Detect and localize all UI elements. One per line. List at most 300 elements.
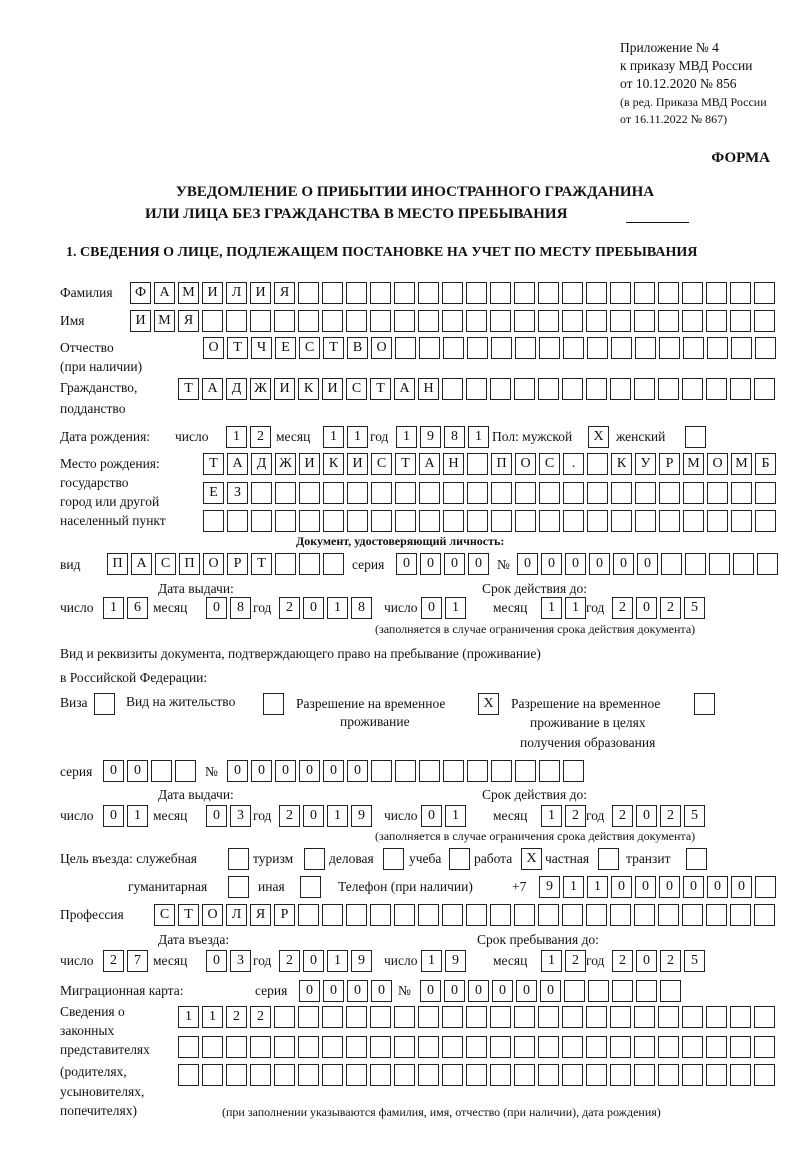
representatives-line-3-cell[interactable] [730,1064,751,1086]
representatives-line-1-cell[interactable]: 2 [250,1006,271,1028]
year-cell[interactable]: 8 [351,597,372,619]
stay-doc-number-cell[interactable] [443,760,464,782]
representatives-line-1-cell[interactable] [562,1006,583,1028]
citizenship-cell[interactable]: Д [226,378,247,400]
citizenship-cell[interactable] [682,378,703,400]
name-cell[interactable] [706,310,727,332]
name-cell[interactable] [730,310,751,332]
name-cell[interactable] [226,310,247,332]
representatives-line-1-cell[interactable]: 1 [178,1006,199,1028]
year-cell[interactable]: 0 [636,950,657,972]
representatives-line-3-cell[interactable] [538,1064,559,1086]
surname-cell[interactable]: И [202,282,223,304]
stay-doc-number-cell[interactable] [491,760,512,782]
citizenship-cell[interactable]: Т [178,378,199,400]
surname-cell[interactable] [466,282,487,304]
stay-doc-number-cell[interactable]: 0 [323,760,344,782]
doc-kind-cell[interactable]: О [203,553,224,575]
patronymic-cell[interactable] [683,337,704,359]
representatives-line-2-cell[interactable] [178,1036,199,1058]
day-cell[interactable]: 0 [421,597,442,619]
birthplace-line-2-cell[interactable] [419,482,440,504]
month-cell[interactable]: 1 [541,950,562,972]
representatives-line-1-cell[interactable] [538,1006,559,1028]
birthplace-line-3-cell[interactable] [323,510,344,532]
profession-cell[interactable] [634,904,655,926]
day-cell[interactable]: 1 [127,805,148,827]
doc-kind-cell[interactable]: А [131,553,152,575]
name-cell[interactable] [610,310,631,332]
patronymic-cell[interactable] [587,337,608,359]
representatives-line-2-cell[interactable] [274,1036,295,1058]
birthplace-line-1-cell[interactable]: Д [251,453,272,475]
birthplace-line-1-cell[interactable]: Т [203,453,224,475]
phone-cell[interactable]: 0 [683,876,704,898]
day-cell[interactable]: 1 [103,597,124,619]
surname-cell[interactable] [586,282,607,304]
birthplace-line-3-cell[interactable] [587,510,608,532]
purpose-work-checkbox-cell[interactable]: X [521,848,542,870]
patronymic-cell[interactable] [755,337,776,359]
citizenship-cell[interactable]: К [298,378,319,400]
purpose-other-checkbox-cell[interactable] [300,876,321,898]
surname-cell[interactable] [514,282,535,304]
doc-kind-cell[interactable] [323,553,344,575]
surname-cell[interactable]: М [178,282,199,304]
birthplace-line-1-cell[interactable]: О [707,453,728,475]
surname-cell[interactable] [490,282,511,304]
stay-doc-number-cell[interactable]: 0 [227,760,248,782]
name-cell[interactable] [346,310,367,332]
profession-cell[interactable]: Л [226,904,247,926]
birthplace-line-2-cell[interactable] [755,482,776,504]
citizenship-cell[interactable] [442,378,463,400]
birthplace-line-2-cell[interactable] [515,482,536,504]
surname-cell[interactable]: Я [274,282,295,304]
birthplace-line-2-cell[interactable] [299,482,320,504]
birthplace-line-1-cell[interactable]: К [323,453,344,475]
day-cell[interactable]: 1 [445,805,466,827]
birthplace-line-3-cell[interactable] [347,510,368,532]
birthplace-line-1-cell[interactable]: А [419,453,440,475]
representatives-line-2-cell[interactable] [562,1036,583,1058]
representatives-line-2-cell[interactable] [658,1036,679,1058]
birthplace-line-1-cell[interactable]: Б [755,453,776,475]
representatives-line-1-cell[interactable] [298,1006,319,1028]
year-cell[interactable]: 2 [279,950,300,972]
birth-month-cell[interactable]: 1 [347,426,368,448]
birthplace-line-1-cell[interactable]: Р [659,453,680,475]
phone-cell[interactable]: 0 [659,876,680,898]
representatives-line-1-cell[interactable]: 2 [226,1006,247,1028]
profession-cell[interactable] [322,904,343,926]
birthplace-line-1-cell[interactable] [587,453,608,475]
name-cell[interactable] [370,310,391,332]
citizenship-cell[interactable]: И [274,378,295,400]
citizenship-cell[interactable]: А [202,378,223,400]
birthplace-line-1-cell[interactable]: С [539,453,560,475]
birthplace-line-2-cell[interactable] [683,482,704,504]
birth-day-cell[interactable]: 1 [226,426,247,448]
profession-cell[interactable] [586,904,607,926]
profession-cell[interactable]: С [154,904,175,926]
year-cell[interactable]: 2 [279,597,300,619]
purpose-transit-checkbox-cell[interactable] [686,848,707,870]
representatives-line-1-cell[interactable] [706,1006,727,1028]
representatives-line-2-cell[interactable] [466,1036,487,1058]
name-cell[interactable]: Я [178,310,199,332]
stay-doc-number-cell[interactable] [467,760,488,782]
migration-series-cell[interactable]: 0 [299,980,320,1002]
surname-cell[interactable] [346,282,367,304]
patronymic-cell[interactable] [635,337,656,359]
migration-number-cell[interactable]: 0 [492,980,513,1002]
birthplace-line-2-cell[interactable] [587,482,608,504]
citizenship-cell[interactable] [466,378,487,400]
surname-cell[interactable] [682,282,703,304]
purpose-study-checkbox-cell[interactable] [449,848,470,870]
name-cell[interactable] [322,310,343,332]
representatives-line-1-cell[interactable] [418,1006,439,1028]
name-cell[interactable] [298,310,319,332]
representatives-line-3-cell[interactable] [298,1064,319,1086]
year-cell[interactable]: 2 [612,597,633,619]
birth-year-cell[interactable]: 8 [444,426,465,448]
profession-cell[interactable] [658,904,679,926]
patronymic-cell[interactable]: Т [227,337,248,359]
birthplace-line-3-cell[interactable] [491,510,512,532]
migration-number-cell[interactable] [636,980,657,1002]
citizenship-cell[interactable] [730,378,751,400]
representatives-line-3-cell[interactable] [466,1064,487,1086]
stay-doc-number-cell[interactable]: 0 [251,760,272,782]
patronymic-cell[interactable] [539,337,560,359]
year-cell[interactable]: 2 [612,805,633,827]
phone-cell[interactable]: 0 [707,876,728,898]
residence-permit-checkbox-cell[interactable] [263,693,284,715]
day-cell[interactable]: 6 [127,597,148,619]
doc-number-cell[interactable]: 0 [589,553,610,575]
birthplace-line-3-cell[interactable] [443,510,464,532]
surname-cell[interactable] [730,282,751,304]
representatives-line-3-cell[interactable] [658,1064,679,1086]
month-cell[interactable]: 0 [206,805,227,827]
temp-residence-checkbox-cell[interactable]: X [478,693,499,715]
migration-number-cell[interactable] [612,980,633,1002]
year-cell[interactable]: 5 [684,805,705,827]
representatives-line-3-cell[interactable] [418,1064,439,1086]
stay-doc-series-cell[interactable]: 0 [127,760,148,782]
representatives-line-3-cell[interactable] [754,1064,775,1086]
migration-number-cell[interactable] [588,980,609,1002]
representatives-line-2-cell[interactable] [322,1036,343,1058]
migration-number-cell[interactable]: 0 [516,980,537,1002]
name-cell[interactable] [538,310,559,332]
month-cell[interactable]: 3 [230,805,251,827]
birthplace-line-2-cell[interactable] [611,482,632,504]
year-cell[interactable]: 2 [660,597,681,619]
birth-year-cell[interactable]: 1 [468,426,489,448]
birthplace-line-1-cell[interactable] [467,453,488,475]
doc-number-cell[interactable]: 0 [613,553,634,575]
representatives-line-1-cell[interactable] [610,1006,631,1028]
representatives-line-2-cell[interactable] [754,1036,775,1058]
birthplace-line-1-cell[interactable]: О [515,453,536,475]
representatives-line-1-cell[interactable] [514,1006,535,1028]
year-cell[interactable]: 2 [660,805,681,827]
birthplace-line-2-cell[interactable] [467,482,488,504]
representatives-line-3-cell[interactable] [250,1064,271,1086]
surname-cell[interactable] [442,282,463,304]
profession-cell[interactable] [370,904,391,926]
citizenship-cell[interactable] [706,378,727,400]
purpose-humanitarian-checkbox-cell[interactable] [228,876,249,898]
visa-checkbox-cell[interactable] [94,693,115,715]
month-cell[interactable]: 8 [230,597,251,619]
year-cell[interactable]: 2 [612,950,633,972]
representatives-line-3-cell[interactable] [562,1064,583,1086]
citizenship-cell[interactable]: Т [370,378,391,400]
day-cell[interactable]: 2 [103,950,124,972]
patronymic-cell[interactable]: Ч [251,337,272,359]
phone-cell[interactable]: 0 [635,876,656,898]
migration-number-cell[interactable] [660,980,681,1002]
birthplace-line-3-cell[interactable] [731,510,752,532]
phone-cell[interactable]: 0 [731,876,752,898]
surname-cell[interactable] [538,282,559,304]
citizenship-cell[interactable] [658,378,679,400]
birthplace-line-2-cell[interactable] [635,482,656,504]
doc-kind-cell[interactable] [299,553,320,575]
stay-doc-number-cell[interactable] [539,760,560,782]
birthplace-line-2-cell[interactable] [371,482,392,504]
profession-cell[interactable] [514,904,535,926]
patronymic-cell[interactable] [731,337,752,359]
profession-cell[interactable] [346,904,367,926]
name-cell[interactable] [658,310,679,332]
doc-series-cell[interactable]: 0 [396,553,417,575]
name-cell[interactable] [466,310,487,332]
name-cell[interactable] [586,310,607,332]
doc-number-cell[interactable] [757,553,778,575]
profession-cell[interactable] [610,904,631,926]
representatives-line-1-cell[interactable] [658,1006,679,1028]
representatives-line-2-cell[interactable] [634,1036,655,1058]
surname-cell[interactable]: А [154,282,175,304]
representatives-line-1-cell[interactable] [274,1006,295,1028]
migration-number-cell[interactable]: 0 [540,980,561,1002]
day-cell[interactable]: 0 [103,805,124,827]
representatives-line-1-cell[interactable] [394,1006,415,1028]
stay-doc-number-cell[interactable] [563,760,584,782]
birthplace-line-3-cell[interactable] [563,510,584,532]
birthplace-line-3-cell[interactable] [611,510,632,532]
year-cell[interactable]: 0 [303,597,324,619]
birthplace-line-2-cell[interactable] [563,482,584,504]
representatives-line-1-cell[interactable] [682,1006,703,1028]
name-cell[interactable] [202,310,223,332]
stay-doc-number-cell[interactable]: 0 [347,760,368,782]
name-cell[interactable] [418,310,439,332]
representatives-line-1-cell[interactable] [754,1006,775,1028]
profession-cell[interactable] [298,904,319,926]
surname-cell[interactable] [418,282,439,304]
representatives-line-3-cell[interactable] [682,1064,703,1086]
surname-cell[interactable] [562,282,583,304]
birthplace-line-3-cell[interactable] [635,510,656,532]
year-cell[interactable]: 2 [279,805,300,827]
patronymic-cell[interactable]: С [299,337,320,359]
profession-cell[interactable] [682,904,703,926]
doc-kind-cell[interactable]: П [107,553,128,575]
name-cell[interactable] [490,310,511,332]
birthplace-line-1-cell[interactable]: А [227,453,248,475]
year-cell[interactable]: 1 [327,597,348,619]
name-cell[interactable] [754,310,775,332]
representatives-line-2-cell[interactable] [586,1036,607,1058]
name-cell[interactable] [250,310,271,332]
birthplace-line-2-cell[interactable] [539,482,560,504]
birthplace-line-2-cell[interactable] [347,482,368,504]
year-cell[interactable]: 0 [636,805,657,827]
citizenship-cell[interactable] [610,378,631,400]
stay-doc-number-cell[interactable] [515,760,536,782]
representatives-line-2-cell[interactable] [442,1036,463,1058]
representatives-line-2-cell[interactable] [730,1036,751,1058]
representatives-line-1-cell[interactable] [322,1006,343,1028]
representatives-line-2-cell[interactable] [394,1036,415,1058]
name-cell[interactable] [682,310,703,332]
representatives-line-2-cell[interactable] [682,1036,703,1058]
doc-number-cell[interactable]: 0 [517,553,538,575]
birthplace-line-3-cell[interactable] [395,510,416,532]
surname-cell[interactable] [634,282,655,304]
surname-cell[interactable] [370,282,391,304]
birthplace-line-3-cell[interactable] [539,510,560,532]
patronymic-cell[interactable] [515,337,536,359]
patronymic-cell[interactable] [443,337,464,359]
birthplace-line-1-cell[interactable]: М [731,453,752,475]
birthplace-line-3-cell[interactable] [419,510,440,532]
phone-cell[interactable]: 0 [611,876,632,898]
birthplace-line-2-cell[interactable] [443,482,464,504]
day-cell[interactable]: 7 [127,950,148,972]
patronymic-cell[interactable]: О [203,337,224,359]
representatives-line-2-cell[interactable] [490,1036,511,1058]
migration-number-cell[interactable]: 0 [420,980,441,1002]
stay-doc-number-cell[interactable]: 0 [275,760,296,782]
profession-cell[interactable] [562,904,583,926]
doc-number-cell[interactable] [709,553,730,575]
representatives-line-1-cell[interactable] [586,1006,607,1028]
patronymic-cell[interactable] [563,337,584,359]
profession-cell[interactable]: О [202,904,223,926]
birthplace-line-1-cell[interactable]: У [635,453,656,475]
patronymic-cell[interactable] [467,337,488,359]
birthplace-line-2-cell[interactable] [395,482,416,504]
year-cell[interactable]: 1 [327,950,348,972]
representatives-line-3-cell[interactable] [706,1064,727,1086]
patronymic-cell[interactable]: О [371,337,392,359]
phone-cell[interactable]: 9 [539,876,560,898]
birthplace-line-1-cell[interactable]: И [299,453,320,475]
representatives-line-1-cell[interactable] [346,1006,367,1028]
birthplace-line-3-cell[interactable] [299,510,320,532]
doc-series-cell[interactable]: 0 [420,553,441,575]
doc-kind-cell[interactable]: П [179,553,200,575]
surname-cell[interactable] [610,282,631,304]
phone-cell[interactable]: 1 [563,876,584,898]
year-cell[interactable]: 9 [351,950,372,972]
birthplace-line-1-cell[interactable]: С [371,453,392,475]
profession-cell[interactable] [730,904,751,926]
name-cell[interactable] [442,310,463,332]
representatives-line-2-cell[interactable] [250,1036,271,1058]
phone-cell[interactable] [755,876,776,898]
surname-cell[interactable] [658,282,679,304]
year-cell[interactable]: 1 [327,805,348,827]
doc-number-cell[interactable] [733,553,754,575]
year-cell[interactable]: 0 [303,950,324,972]
day-cell[interactable]: 9 [445,950,466,972]
profession-cell[interactable] [706,904,727,926]
citizenship-cell[interactable] [538,378,559,400]
stay-doc-number-cell[interactable] [395,760,416,782]
representatives-line-3-cell[interactable] [586,1064,607,1086]
representatives-line-2-cell[interactable] [418,1036,439,1058]
migration-number-cell[interactable] [564,980,585,1002]
month-cell[interactable]: 1 [541,597,562,619]
month-cell[interactable]: 2 [565,950,586,972]
representatives-line-2-cell[interactable] [610,1036,631,1058]
birthplace-line-3-cell[interactable] [467,510,488,532]
birthplace-line-3-cell[interactable] [515,510,536,532]
name-cell[interactable] [274,310,295,332]
citizenship-cell[interactable]: И [322,378,343,400]
patronymic-cell[interactable]: Т [323,337,344,359]
representatives-line-2-cell[interactable] [202,1036,223,1058]
name-cell[interactable] [514,310,535,332]
name-cell[interactable]: М [154,310,175,332]
year-cell[interactable]: 2 [660,950,681,972]
year-cell[interactable]: 0 [636,597,657,619]
surname-cell[interactable]: Ф [130,282,151,304]
patronymic-cell[interactable] [395,337,416,359]
representatives-line-3-cell[interactable] [634,1064,655,1086]
surname-cell[interactable] [754,282,775,304]
migration-number-cell[interactable]: 0 [444,980,465,1002]
surname-cell[interactable] [706,282,727,304]
migration-series-cell[interactable]: 0 [323,980,344,1002]
representatives-line-1-cell[interactable] [634,1006,655,1028]
birth-year-cell[interactable]: 1 [396,426,417,448]
doc-number-cell[interactable] [661,553,682,575]
representatives-line-3-cell[interactable] [226,1064,247,1086]
birth-year-cell[interactable]: 9 [420,426,441,448]
citizenship-cell[interactable]: Ж [250,378,271,400]
birthplace-line-1-cell[interactable]: Ж [275,453,296,475]
representatives-line-3-cell[interactable] [610,1064,631,1086]
birthplace-line-1-cell[interactable]: П [491,453,512,475]
birthplace-line-2-cell[interactable] [275,482,296,504]
birthplace-line-2-cell[interactable] [251,482,272,504]
year-cell[interactable]: 9 [351,805,372,827]
migration-number-cell[interactable]: 0 [468,980,489,1002]
birthplace-line-2-cell[interactable]: Е [203,482,224,504]
citizenship-cell[interactable] [754,378,775,400]
name-cell[interactable]: И [130,310,151,332]
month-cell[interactable]: 0 [206,597,227,619]
